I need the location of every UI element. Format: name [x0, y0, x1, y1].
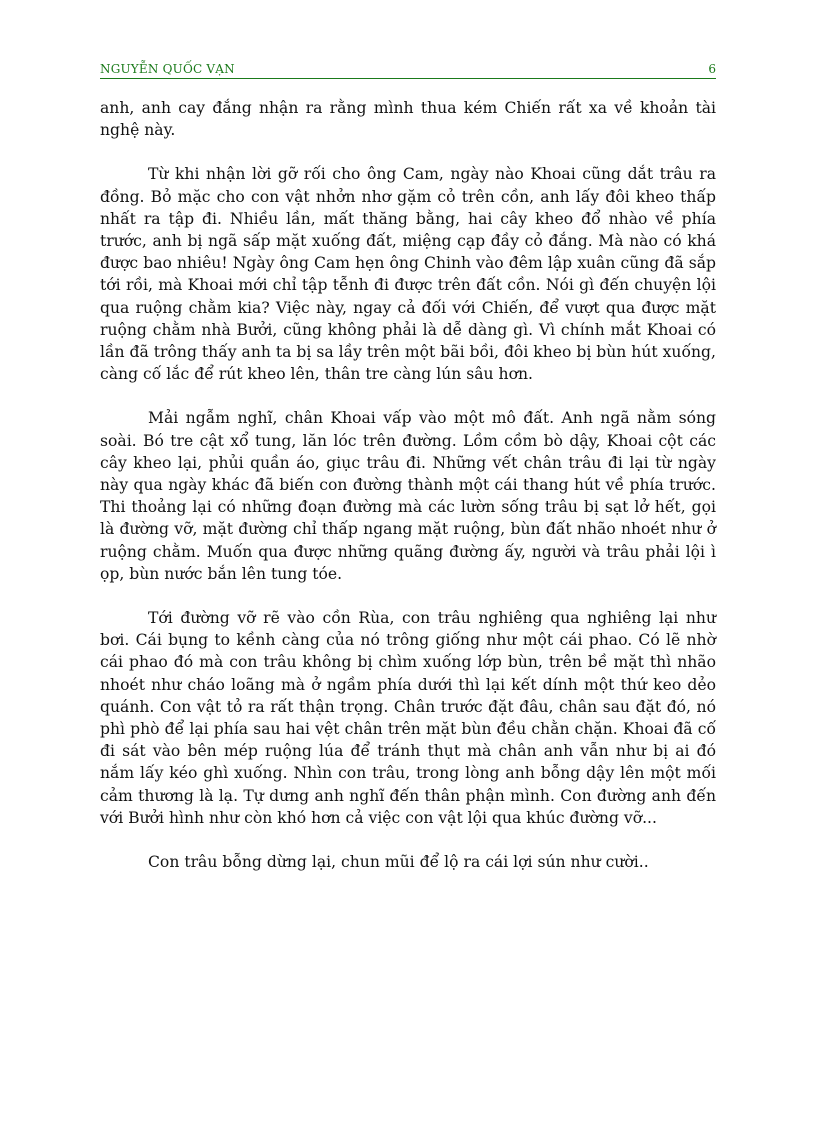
paragraph-1: anh, anh cay đắng nhận ra rằng mình thua kém Chiến rất xa về khoản tài nghệ này. [100, 99, 716, 140]
body-text [100, 97, 716, 895]
paragraph-4: Tới đường vỡ rẽ vào cồn Rùa, con trâu nghiêng qua nghiêng lại như bơi. Cái bụng to kềnh càng của nó trông giống như một cái phao. Có lẽ nhờ cái phao đó mà con trâu không bị chìm xuống lớp bùn, trên bề mặt thì nhão nhoét như cháo loãng mà ở ngầm phía dưới thì lại kết dính một thứ keo dẻo quánh. Con vật tỏ ra rất thận trọng. Chân trước đặt đâu, chân sau đặt đó, nó phì phò để lại phía sau hai vệt chân trên mặt bùn đều chằn chặn. Khoai đã cố đi sát vào bên mép ruộng lúa để tránh thụt mà chân anh vẫn như bị ai đó nắm lấy kéo ghì xuống. Nhìn con trâu, trong lòng anh bỗng dậy lên một mối cảm thương là lạ. Tự dưng anh nghĩ đến thân phận mình. Con đường anh đến với Bưởi hình như còn khó hơn cả việc con vật lội qua khúc đường vỡ... [100, 609, 716, 827]
paragraph-3: Mải ngẫm nghĩ, chân Khoai vấp vào một mô đất. Anh ngã nằm sóng soài. Bó tre cật xổ tung, lăn lóc trên đường. Lồm cồm bò dậy, Khoai cột các cây kheo lại, phủi quần áo, giục trâu đi. Những vết chân trâu đi lại từ ngày này qua ngày khác đã biến con đường thành một cái thang hút về phía trước. Thi thoảng lại có những đoạn đường mà các lườn sống trâu bị sạt lở hết, gọi là đường vỡ, mặt đường chỉ thấp ngang mặt ruộng, bùn đất nhão nhoét như ở ruộng chằm. Muốn qua được những quãng đường ấy, người và trâu phải lội ì ọp, bùn nước bắn lên tung tóe. [100, 409, 716, 583]
paragraph-2: Từ khi nhận lời gỡ rối cho ông Cam, ngày nào Khoai cũng dắt trâu ra đồng. Bỏ mặc cho con vật nhởn nhơ gặm cỏ trên cồn, anh lấy đôi kheo thấp nhất ra tập đi. Nhiều lần, mất thăng bằng, hai cây kheo đổ nhào về phía trước, anh bị ngã sấp mặt xuống đất, miệng cạp đầy cỏ đắng. Mà nào có khá được bao nhiêu! Ngày ông Cam hẹn ông Chinh vào đêm lập xuân cũng đã sắp tới rồi, mà Khoai mới chỉ tập tễnh đi được trên đất cồn. Nói gì đến chuyện lội qua ruộng chằm kia? Việc này, ngay cả đối với Chiến, để vượt qua được mặt ruộng chằm nhà Bưởi, cũng không phải là dễ dàng gì. Vì chính mắt Khoai có lần đã trông thấy anh ta bị sa lầy trên một bãi bồi, đôi kheo bị bùn hút xuống, càng cố lắc để rút kheo lên, thân tre càng lún sâu hơn. [100, 165, 716, 384]
page-number: 6 [708, 62, 716, 76]
running-header [100, 62, 716, 79]
paragraph-5: Con trâu bỗng dừng lại, chun mũi để lộ ra cái lợi sún như cười.. [148, 853, 649, 872]
author-name: NGUYỄN QUỐC VẠN [100, 62, 235, 76]
